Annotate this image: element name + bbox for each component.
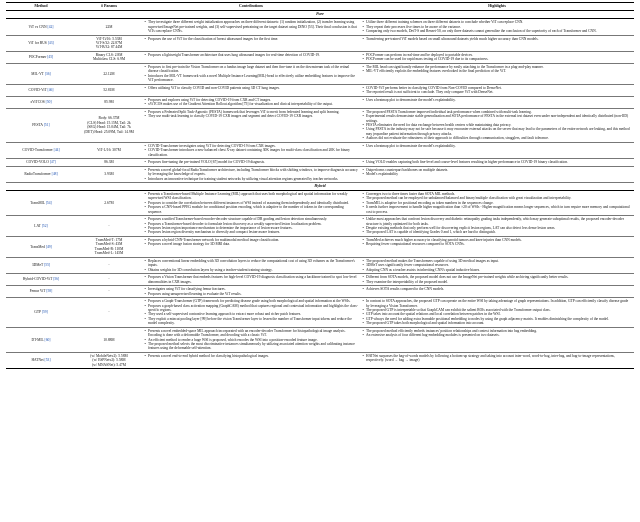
params-line: - bbox=[108, 263, 110, 268]
highlights-list bbox=[362, 110, 632, 141]
table-row bbox=[6, 84, 634, 96]
method-name: Femur ViT bbox=[29, 289, 46, 294]
contribution-item: • Presents a novel end-to-end hybrid method for classifying histopathological images. bbox=[144, 354, 358, 358]
method-name: ViT vs CNN bbox=[28, 24, 47, 29]
params-cell bbox=[76, 190, 142, 215]
highlights-cell bbox=[360, 274, 634, 286]
contributions-list bbox=[144, 144, 358, 157]
params-line: Body: 66.37M bbox=[98, 116, 120, 121]
method-name: ViT for BUS bbox=[28, 41, 47, 46]
method-cell bbox=[6, 286, 76, 298]
method-name: COVID-ViT bbox=[28, 88, 47, 93]
params-line: 52.81M bbox=[103, 88, 115, 93]
params-cell bbox=[76, 142, 142, 158]
table-header-row bbox=[6, 3, 634, 11]
method-citation-link[interactable]: [51] bbox=[43, 123, 50, 128]
highlights-list bbox=[362, 37, 632, 41]
highlight-item: • POCFormer can be used for rapid mass testing of COVID-19 due to its compactness. bbox=[362, 57, 632, 61]
highlights-cell bbox=[360, 236, 634, 257]
contribution-item: • The proposed method selects the most discriminative instances simultaneously by utilizing associated attention weights and calibrating instance features using the deformable self-attention. bbox=[144, 342, 358, 351]
highlights-list bbox=[362, 238, 632, 247]
params-line: (SEG) Head: 15.04M, Tail: 7k bbox=[87, 125, 131, 130]
method-cell bbox=[6, 216, 76, 237]
table-row bbox=[6, 190, 634, 215]
params-cell bbox=[76, 19, 142, 35]
contributions-cell bbox=[142, 236, 360, 257]
highlights-list bbox=[362, 275, 632, 284]
method-citation-link[interactable]: [60] bbox=[44, 337, 51, 342]
highlights-cell bbox=[360, 35, 634, 51]
highlight-item: • Despite existing methods that only perform well for discovering explicit lesion regions, LAT can also detect less dense lesion areas. bbox=[362, 226, 632, 230]
method-citation-link[interactable]: [56] bbox=[53, 277, 60, 282]
highlights-list bbox=[362, 86, 632, 95]
table-row bbox=[6, 51, 634, 63]
highlight-item: • Using VOLO enables capturing both fine-level and coarse-level features resulting in higher performance in COVID-19 binary classification. bbox=[362, 160, 632, 164]
highlights-cell bbox=[360, 51, 634, 63]
contribution-item: • Replaces conventional linear embedding with 3D convolution layers to reduce the computational cost of using 3D volumes as the Transformer's inputs. bbox=[144, 259, 358, 268]
params-line: TransMed-T: 17M bbox=[95, 238, 123, 242]
contributions-list bbox=[144, 160, 358, 164]
contributions-cell bbox=[142, 35, 360, 51]
contributions-list bbox=[144, 287, 358, 296]
contributions-list bbox=[144, 53, 358, 57]
highlight-item: • The proposed LAT is capable of identifying Grades 0 and 1, which are hard to distinguish. bbox=[362, 230, 632, 234]
method-citation-link[interactable]: [46] bbox=[47, 88, 54, 93]
contributions-cell bbox=[142, 257, 360, 273]
table-row bbox=[6, 35, 634, 51]
contribution-item: • Investigates using ViT for classifying femur fractures. bbox=[144, 287, 358, 291]
contributions-cell bbox=[142, 274, 360, 286]
highlight-item: • The proposed method makes the Transformers capable of using 3D medical images as input. bbox=[362, 259, 632, 263]
method-name: MIL-VT bbox=[31, 71, 44, 76]
section-row bbox=[6, 11, 634, 19]
table-row bbox=[6, 274, 634, 286]
method-name: Hybrid-COVID-ViT bbox=[22, 277, 53, 282]
method-citation-link[interactable]: [42] bbox=[47, 24, 54, 29]
table-row bbox=[6, 286, 634, 298]
contributions-cell bbox=[142, 142, 360, 158]
method-citation-link[interactable]: [48] bbox=[51, 172, 58, 177]
contribution-item: • COVID-Transformer introduces a new balanced chest X-ray dataset containing 30K images for multi-class classification and 20K for binary classification. bbox=[144, 148, 358, 157]
contribution-item: • xViTCOS makes use of the Gradient Attention Rollout algorithm [75] for visualization and clinical interpretability of the output. bbox=[144, 102, 358, 106]
params-line: ViT-Ti/16: 5.53M bbox=[96, 36, 122, 41]
params-cell bbox=[76, 159, 142, 167]
highlights-list bbox=[362, 287, 632, 291]
highlights-cell bbox=[360, 63, 634, 84]
params-cell bbox=[76, 286, 142, 298]
method-cell bbox=[6, 257, 76, 273]
method-cell bbox=[6, 142, 76, 158]
highlight-item: • It needs further improvement to handle higher magnification than ×20 of WSIs - Higher magnification means longer sequences, which in turn require more memory and computational cost to process. bbox=[362, 205, 632, 214]
highlight-item: • FESTA eliminates the need for data exchange between health centers while maintaining data privacy. bbox=[362, 123, 632, 127]
header-method: Method bbox=[6, 3, 76, 11]
contributions-cell bbox=[142, 352, 360, 368]
contributions-list bbox=[144, 217, 358, 235]
highlight-item: • TransMIL is adaptive for positional encoding as token numbers in the sequences change. bbox=[362, 201, 632, 205]
params-line: (DET) Head: 25.09M, Tail: 14.9M bbox=[84, 129, 134, 134]
method-name: COVID-Transformer bbox=[22, 148, 53, 153]
contribution-item: • Offers utilizing ViT to classify COVID and non-COVID patients using 3D CT lung images. bbox=[144, 86, 358, 90]
params-line: Multiclass CLS: 6.9M bbox=[92, 57, 126, 62]
table-row bbox=[6, 236, 634, 257]
highlight-item: • Different from SOTA models, the proposed model does not use the ImageNet pre-trained weights while archiving significantly better results. bbox=[362, 275, 632, 279]
highlights-cell bbox=[360, 96, 634, 108]
method-name: DT-MIL bbox=[31, 337, 44, 342]
params-line: ViT-S/32: 22.87M bbox=[95, 41, 123, 46]
contributions-list bbox=[144, 354, 358, 358]
highlight-item: • Utilize three different training schemes on three different datasets to conclude whether ViT can replace CNN. bbox=[362, 20, 632, 24]
contribution-item: • COVID-Transformer investigates using ViT for detecting COVID-19 from CXR images. bbox=[144, 144, 358, 148]
highlights-list bbox=[362, 299, 632, 325]
contribution-item: • Proposes using unsupervised learning to evaluate the ViT results. bbox=[144, 292, 358, 296]
highlight-item: • Requiring fewer computational resources compared to SOTA CNNs. bbox=[362, 242, 632, 246]
highlights-list bbox=[362, 53, 632, 62]
method-citation-link[interactable]: [49] bbox=[45, 244, 52, 249]
highlight-item: • COVID-ViT performs better in classifying COVID from Non-COVID compared to DenseNet. bbox=[362, 86, 632, 90]
method-cell bbox=[6, 190, 76, 215]
contribution-item: • Proposes and explores using ViT for detecting COVID-19 from CXR and CT images. bbox=[144, 98, 358, 102]
contributions-list bbox=[144, 329, 358, 351]
contribution-item: • They exploit a mincut pooling layer [99] before the vision Transformer layer to lessen the number of Transformer input tokens and reduce the model complexity. bbox=[144, 317, 358, 326]
highlights-cell bbox=[360, 19, 634, 35]
params-line: 22.12M bbox=[103, 71, 115, 76]
contribution-item: • Proposes a Vision Transformer that embeds features for high-level COVID-19 diagnosis classification using a backbone trained to spot low-level abnormalities in CXR images. bbox=[144, 275, 358, 284]
params-line: ViT-B/32: 87.44M bbox=[95, 45, 123, 50]
highlight-item: • 3DMeT uses significantly fewer computational resources. bbox=[362, 263, 632, 267]
highlight-item: • An extensive analysis of four different bag-embedding modules is presented on two datasets. bbox=[362, 333, 632, 337]
contributions-list bbox=[144, 168, 358, 181]
contributions-cell bbox=[142, 327, 360, 352]
method-citation-link[interactable]: [43] bbox=[47, 41, 54, 46]
params-cell bbox=[76, 166, 142, 182]
highlights-cell bbox=[360, 298, 634, 328]
method-cell bbox=[6, 35, 76, 51]
method-cell bbox=[6, 159, 76, 167]
params-line: - bbox=[108, 277, 110, 282]
highlight-item: • HATNet surpasses the bag-of-words models by following a bottom-up strategy and taking into account inter-word, word-to-bag, inter-bag, and bag-to-image representations, respectively. (word → bag → image) bbox=[362, 354, 632, 363]
contribution-item: • Proposes to consider the correlation between different instances of WSI instead of assuming them independently and identically distributed. bbox=[144, 201, 358, 205]
method-citation-link[interactable]: [54] bbox=[45, 200, 52, 205]
method-cell bbox=[6, 96, 76, 108]
highlight-item: • The proposed method can be employed for unbalanced/balanced and binary/multiple classification with great visualization and interpretability. bbox=[362, 196, 632, 200]
highlights-cell bbox=[360, 166, 634, 182]
contributions-cell bbox=[142, 108, 360, 142]
comparison-table bbox=[6, 2, 634, 369]
params-line: (w/ MobileNetv2): 5.58M bbox=[90, 353, 128, 358]
contribution-item: • Proposes a Transformer-based decoder to formulate lesion discovery as a weakly supervised lesion localization problem. bbox=[144, 222, 358, 226]
params-line: TransMed-S: 43M bbox=[95, 242, 123, 247]
params-line: TransMed-L: 145M bbox=[94, 251, 124, 256]
method-citation-link[interactable]: [59] bbox=[41, 310, 48, 315]
highlight-item: • The proposed FESTA Transformer improved individual task performance when combined with multi-task learning. bbox=[362, 110, 632, 114]
contribution-item: • They investigate three different weight initialization approaches on three different datasets: (1) random initialization, (2) transfer learning using supervised ImageNet pre-trained weights, and (3) self-supervised pretraining on the target dataset using DINO [53]. Their final conclusion is that ViTs can replace CNNs. bbox=[144, 20, 358, 33]
contributions-list bbox=[144, 37, 358, 41]
section-label: Hybrid bbox=[6, 183, 634, 191]
params-cell bbox=[76, 236, 142, 257]
highlights-list bbox=[362, 329, 632, 338]
method-name: xViTCOS bbox=[30, 100, 45, 105]
params-line: Binary CLS: 2.8M bbox=[95, 53, 123, 58]
table-body bbox=[6, 11, 634, 369]
highlights-list bbox=[362, 65, 632, 74]
section-row bbox=[6, 183, 634, 191]
highlight-item: • MIL-VT efficiently exploits the embedding features overlooked in the final prediction of the ViT. bbox=[362, 69, 632, 73]
highlights-cell bbox=[360, 327, 634, 352]
contribution-item: • Proposes a hybrid CNN-Transformer network for multimodal medical image classification. bbox=[144, 238, 358, 242]
contributions-list bbox=[144, 192, 358, 214]
contributions-cell bbox=[142, 19, 360, 35]
params-cell bbox=[76, 84, 142, 96]
contribution-item: • Proposes lesion region diversity mechanism to diversify and compact lesion-aware features. bbox=[144, 230, 358, 234]
method-name: 3DMeT bbox=[31, 263, 44, 268]
contributions-list bbox=[144, 238, 358, 247]
params-line: - bbox=[108, 310, 110, 315]
params-line: (CLS) Head: 15.15M, Tail: 2k bbox=[87, 120, 131, 125]
method-citation-link[interactable]: [36] bbox=[44, 71, 51, 76]
contribution-item: • Proposes the use of ViT for the classification of breast ultrasound images for the first time. bbox=[144, 37, 358, 41]
section-label: Pure bbox=[6, 11, 634, 19]
params-cell bbox=[76, 298, 142, 328]
method-cell bbox=[6, 51, 76, 63]
table-row bbox=[6, 166, 634, 182]
method-cell bbox=[6, 327, 76, 352]
contribution-item: • Proposes a Federated Split Task-Agnostic (FESTA) framework that leverages ViT to merit from federated learning and split learning. bbox=[144, 110, 358, 114]
highlight-item: • Unlike most approaches that confront lesion discovery and diabetic retinopathy grading tasks independently, which may generate suboptimal results, the proposed encoder-decoder structure is jointly optimized for both tasks. bbox=[362, 217, 632, 226]
method-name: FESTA bbox=[32, 123, 43, 128]
params-line: 86.3M bbox=[104, 160, 114, 165]
highlights-list bbox=[362, 160, 632, 164]
method-citation-link[interactable]: [47] bbox=[49, 160, 56, 165]
contributions-cell bbox=[142, 286, 360, 298]
method-name: LAT bbox=[34, 223, 41, 228]
method-cell bbox=[6, 108, 76, 142]
highlight-item: • The reported result is not sufficient to conclude. They only compare ViT with DenseNet. bbox=[362, 90, 632, 94]
method-citation-link[interactable]: [53] bbox=[44, 358, 51, 363]
params-cell bbox=[76, 108, 142, 142]
table-row bbox=[6, 63, 634, 84]
highlight-item: • Using FESTA in the industry may not be safe because it may encounter external attacks on the server that may lead to the parameters of the entire network are leaking, and this method may jeopardize patient information through privacy attacks. bbox=[362, 127, 632, 136]
table-row bbox=[6, 352, 634, 368]
highlight-item: • Uses a heatmap plot to demonstrate the model's explainability. bbox=[362, 98, 632, 102]
params-line: - bbox=[108, 289, 110, 294]
highlights-list bbox=[362, 192, 632, 214]
table-row bbox=[6, 142, 634, 158]
contributions-list bbox=[144, 86, 358, 90]
table-row bbox=[6, 159, 634, 167]
contribution-item: • Introduces an innovative technique for training student networks by utilizing visual attention regions generated by teacher networks. bbox=[144, 177, 358, 181]
highlight-item: • The MIL head can significantly enhance the performance by easily attaching to the Transformer in a plug-and-play manner. bbox=[362, 65, 632, 69]
contribution-item: • Proposes a lightweight Transformer architecture that uses lung ultrasound images for real-time detection of COVID-19. bbox=[144, 53, 358, 57]
params-line: 2.67M bbox=[104, 200, 114, 205]
contributions-cell bbox=[142, 63, 360, 84]
table-row bbox=[6, 327, 634, 352]
highlights-cell bbox=[360, 352, 634, 368]
contribution-item: • Proposes fine-tuning the pre-trained VOLO [67] model for COVID-19 diagnosis. bbox=[144, 160, 358, 164]
contributions-list bbox=[144, 20, 358, 33]
method-name: RadioTransformer bbox=[24, 172, 51, 177]
params-line: (w/ ESPNetv2): 5.58M bbox=[92, 358, 126, 363]
params-cell bbox=[76, 63, 142, 84]
table-row bbox=[6, 96, 634, 108]
contribution-item: • Proposes a Graph-Transformer (GTP) framework for predicting disease grade using both morphological and spatial information at the WSIs. bbox=[144, 299, 358, 303]
method-citation-link[interactable]: [45] bbox=[47, 55, 54, 60]
highlight-item: • TransMed achieves much higher accuracy in classifying parotid tumors and knee injuries than CNN models. bbox=[362, 238, 632, 242]
method-citation-link[interactable]: [52] bbox=[41, 223, 48, 228]
method-cell bbox=[6, 63, 76, 84]
contributions-cell bbox=[142, 298, 360, 328]
params-line: 10.88M bbox=[103, 337, 115, 342]
contributions-cell bbox=[142, 96, 360, 108]
highlight-item: • Achieves SOTA results compared to the CNN models. bbox=[362, 287, 632, 291]
highlights-cell bbox=[360, 84, 634, 96]
highlight-item: • Authors did not evaluate the robustness of their approach to difficulties through communication, stragglers, and fault tolerance. bbox=[362, 136, 632, 140]
contribution-item: • Proposes a CNN-based PPEG module for conditional position encoding, which is adaptive to the number of tokens in the corresponding sequence. bbox=[144, 205, 358, 214]
contribution-item: • An efficient method to render a huge WSI is proposed, which encodes the WSI into a position-encoded feature image. bbox=[144, 338, 358, 342]
params-line: 22M bbox=[105, 24, 113, 29]
contribution-item: • They used a self-supervised contrastive learning approach to extract more robust and richer patch features. bbox=[144, 312, 358, 316]
method-cell bbox=[6, 298, 76, 328]
highlights-cell bbox=[360, 142, 634, 158]
params-cell bbox=[76, 257, 142, 273]
header-highlights: Highlights bbox=[360, 3, 634, 11]
contributions-list bbox=[144, 299, 358, 325]
highlight-item: • The proposed GTP takes both morphological and spatial information into account. bbox=[362, 321, 632, 325]
contribution-item: • Obtains weights for 3D convolution layers by using a teacher-student training strategy. bbox=[144, 268, 358, 272]
highlight-item: • GTP-always the need for adding extra learnable positional embedding to nodes by using the graph adjacency matrix. It enables diminishing the complexity of the model. bbox=[362, 317, 632, 321]
method-cell bbox=[6, 274, 76, 286]
params-cell bbox=[76, 35, 142, 51]
method-name: COVID-VOLO bbox=[26, 160, 49, 165]
contributions-list bbox=[144, 98, 358, 107]
header-contributions: Contributions bbox=[142, 3, 360, 11]
highlight-item: • GTP takes into account the spatial relations and local correlation between patches in the WSI. bbox=[362, 312, 632, 316]
contributions-cell bbox=[142, 216, 360, 237]
highlight-item: • The proposed GTP is interpretable so that GraphCAM can exhibit the salient ROIs associated with the Transformer output class. bbox=[362, 308, 632, 312]
contribution-item: • They use multi-task learning to classify COVID-19 CXR images and segment and detect COVID-19 CXR images. bbox=[144, 114, 358, 118]
highlight-item: • Model's explainability bbox=[362, 172, 632, 176]
highlights-list bbox=[362, 259, 632, 272]
contributions-cell bbox=[142, 84, 360, 96]
method-name: TransMed bbox=[30, 244, 45, 249]
contributions-cell bbox=[142, 190, 360, 215]
highlight-item: • They examine the interpretability of the proposed model. bbox=[362, 280, 632, 284]
contribution-item: • Introduces the MIL-VT framework with a novel Multiple Instance Learning(MIL)-head to effectively utilize embedding features to improve the ViT performance. bbox=[144, 74, 358, 83]
method-cell bbox=[6, 166, 76, 182]
params-line: 85.9M bbox=[104, 100, 114, 105]
contributions-list bbox=[144, 275, 358, 284]
params-cell bbox=[76, 51, 142, 63]
table-row bbox=[6, 108, 634, 142]
method-name: POCFormer bbox=[28, 55, 47, 60]
table-row bbox=[6, 19, 634, 35]
highlights-cell bbox=[360, 257, 634, 273]
highlight-item: • Converges two to three times faster than SOTA MIL methods. bbox=[362, 192, 632, 196]
contributions-list bbox=[144, 110, 358, 119]
highlights-list bbox=[362, 98, 632, 102]
params-line: ViT-L/16: 307M bbox=[97, 148, 121, 153]
params-line: (w/ MNASNet): 5.47M bbox=[92, 362, 126, 367]
contribution-item: • Proposes lesion region importance mechanism to determine the importance of lesion-aware features. bbox=[144, 226, 358, 230]
params-cell bbox=[76, 327, 142, 352]
header-params: # Params bbox=[76, 3, 142, 11]
highlight-item: • Adopting CNN as a teacher assists in inheriting CNN's spatial inductive biases. bbox=[362, 268, 632, 272]
highlight-item: • Comparing only two models, DeiT-S and Resnet-50, on only three datasets cannot generalize the conclusion of the superiority of each of Transformer and CNN. bbox=[362, 29, 632, 33]
contribution-item: • Presents a novel embedded-space MIL approach incorporated with an encoder-decoder Transformer for histopathological image analysis. Encoding is done with a deformable Transformer, and decoding with a classic ViT. bbox=[144, 329, 358, 338]
table-row bbox=[6, 257, 634, 273]
highlights-list bbox=[362, 217, 632, 235]
contribution-item: • Presents a novel global-focal RadioTransformer architecture, including Transformer blocks with shifting windows, to improve diagnosis accuracy by leveraging the knowledge of experts. bbox=[144, 168, 358, 177]
params-line: 3.93M bbox=[104, 172, 114, 177]
highlights-cell bbox=[360, 216, 634, 237]
contributions-cell bbox=[142, 166, 360, 182]
contribution-item: • Proposes a graph-based class activation mapping (GraphCAM) method that captures regional and contextual information and highlights the class-specific regions. bbox=[144, 304, 358, 313]
method-cell bbox=[6, 352, 76, 368]
params-cell bbox=[76, 274, 142, 286]
contribution-item: • Presents a Transformer-based Multiple Instance Learning (MIL) approach that uses both morphological and spatial information for weakly supervised WSI classification. bbox=[144, 192, 358, 201]
params-cell bbox=[76, 352, 142, 368]
table-row bbox=[6, 298, 634, 328]
method-name: GTP bbox=[34, 310, 41, 315]
highlight-item: • POCFormer can perform in real-time and be deployed to portable devices. bbox=[362, 53, 632, 57]
highlight-item: • Transferring pre-trained ViT models based on small ultrasound datasets yields much higher accuracy than CNN models. bbox=[362, 37, 632, 41]
method-cell bbox=[6, 84, 76, 96]
method-citation-link[interactable]: [44] bbox=[53, 148, 60, 153]
highlights-cell bbox=[360, 108, 634, 142]
contribution-item: • Proposes a novel image fusion strategy for 3D MRI data. bbox=[144, 242, 358, 246]
method-name: HATNet bbox=[31, 358, 44, 363]
highlights-cell bbox=[360, 159, 634, 167]
highlights-cell bbox=[360, 190, 634, 215]
highlight-item: • Outperforms counterpart backbones on multiple datasets. bbox=[362, 168, 632, 172]
params-line: TransMed-B: 110M bbox=[94, 246, 124, 251]
contributions-list bbox=[144, 65, 358, 83]
params-cell bbox=[76, 216, 142, 237]
highlight-item: • In contrast to SOTA approaches, the proposed GTP can operate on the entire WSI by taking advantage of graph representations. In addition, GTP can efficiently classify disease grade by leveraging a Vision Transformer. bbox=[362, 299, 632, 308]
highlight-item: • They repeat their processes five times to be aware of the variance. bbox=[362, 25, 632, 29]
method-cell bbox=[6, 19, 76, 35]
method-citation-link[interactable]: [55] bbox=[44, 263, 51, 268]
highlights-list bbox=[362, 144, 632, 148]
contributions-cell bbox=[142, 51, 360, 63]
highlight-item: • The proposed method efficiently embeds instances' position relationships and context information into bag embedding. bbox=[362, 329, 632, 333]
params-line: - bbox=[108, 223, 110, 228]
table-row bbox=[6, 216, 634, 237]
highlight-item: • Experimental results demonstrate stable generalization and SOTA performance of FESTA in the external test dataset even under non-independent and identically distributed (non-IID) settings. bbox=[362, 114, 632, 123]
method-citation-link[interactable]: [58] bbox=[46, 289, 53, 294]
contribution-item: • Proposes a unified Transformer-based encoder-decoder structure capable of DR grading and lesion detection simultaneously. bbox=[144, 217, 358, 221]
contributions-list bbox=[144, 259, 358, 272]
highlights-list bbox=[362, 354, 632, 363]
highlights-list bbox=[362, 168, 632, 177]
contributions-cell bbox=[142, 159, 360, 167]
contribution-item: • Proposes to first pre-train the Vision Transformer on a fundus image large dataset and then fine-tune it on the downstream task of the retinal disease classification. bbox=[144, 65, 358, 74]
highlights-list bbox=[362, 20, 632, 33]
method-citation-link[interactable]: [50] bbox=[45, 100, 52, 105]
highlights-cell bbox=[360, 286, 634, 298]
method-name: TransMIL bbox=[30, 200, 45, 205]
method-cell bbox=[6, 236, 76, 257]
params-cell bbox=[76, 96, 142, 108]
highlight-item: • Uses a heatmap plot to demonstrate the model's explainability. bbox=[362, 144, 632, 148]
